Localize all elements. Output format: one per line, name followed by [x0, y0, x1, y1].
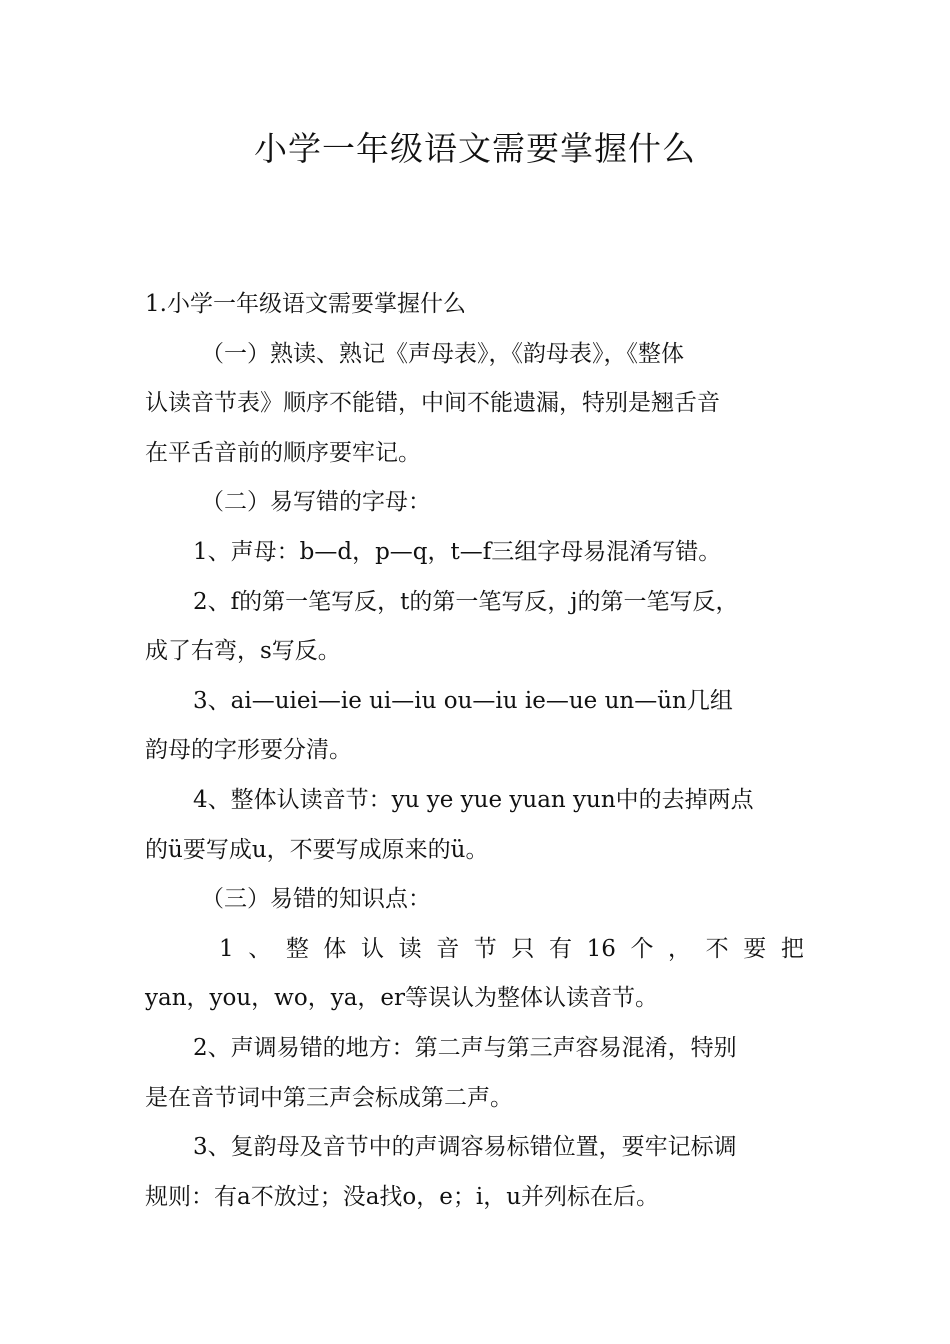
paragraph-line: 2、f的第一笔写反，t的第一笔写反，j的第一笔写反， [193, 588, 739, 615]
spread-token: 不 [705, 935, 729, 962]
spread-token: 16 [586, 935, 616, 962]
paragraph-line: yan，you，wo，ya，er等误认为整体认读音节。 [145, 985, 659, 1012]
paragraph-line: 3、复韵母及音节中的声调容易标错位置，要牢记标调 [193, 1134, 737, 1161]
paragraph-line: 成了右弯，s写反。 [145, 638, 341, 665]
spread-paragraph-line [145, 925, 810, 975]
spread-token: 音 [436, 935, 460, 962]
subsection-heading: （三）易错的知识点： [201, 886, 431, 913]
paragraph-line: 在平舌音前的顺序要牢记。 [145, 439, 421, 466]
spread-token: 把 [780, 935, 804, 962]
spread-token: ， [668, 935, 692, 962]
paragraph-line: （一）熟读、熟记《声母表》，《韵母表》，《整体 [201, 340, 684, 367]
spread-token: 有 [548, 935, 572, 962]
spread-token: 体 [323, 935, 347, 962]
paragraph-line: 2、声调易错的地方：第二声与第三声容易混淆，特别 [193, 1034, 737, 1061]
paragraph-line: 规则：有a不放过；没a找o，e；i，u并列标在后。 [145, 1183, 660, 1210]
paragraph-line: 1、声母：b—d，p—q，t—f三组字母易混淆写错。 [193, 538, 722, 565]
paragraph-line: 是在音节词中第三声会标成第二声。 [145, 1084, 513, 1111]
spread-token: 只 [511, 935, 535, 962]
paragraph-line: 认读音节表》顺序不能错，中间不能遗漏，特别是翘舌音 [145, 390, 720, 417]
spread-token: 整 [285, 935, 309, 962]
spread-token: 节 [473, 935, 497, 962]
paragraph-line: 3、ai—uiei—ie ui—iu ou—iu ie—ue un—ün几组 [193, 687, 733, 714]
paragraph-line: 的ü要写成u，不要写成原来的ü。 [145, 836, 489, 863]
page-title: 小学一年级语文需要掌握什么 [254, 129, 696, 168]
document-body [145, 280, 810, 1222]
spread-token: 个 [630, 935, 654, 962]
paragraph-line: 韵母的字形要分清。 [145, 737, 352, 764]
spread-token: 1 [219, 935, 234, 962]
spread-token: 、 [248, 935, 272, 962]
spread-token: 认 [361, 935, 385, 962]
section-heading: 1.小学一年级语文需要掌握什么 [145, 291, 466, 317]
spread-token: 读 [398, 935, 422, 962]
paragraph-line: 4、整体认读音节：yu ye yue yuan yun中的去掉两点 [193, 786, 754, 813]
spread-token: 要 [743, 935, 767, 962]
subsection-heading: （二）易写错的字母： [201, 489, 431, 516]
